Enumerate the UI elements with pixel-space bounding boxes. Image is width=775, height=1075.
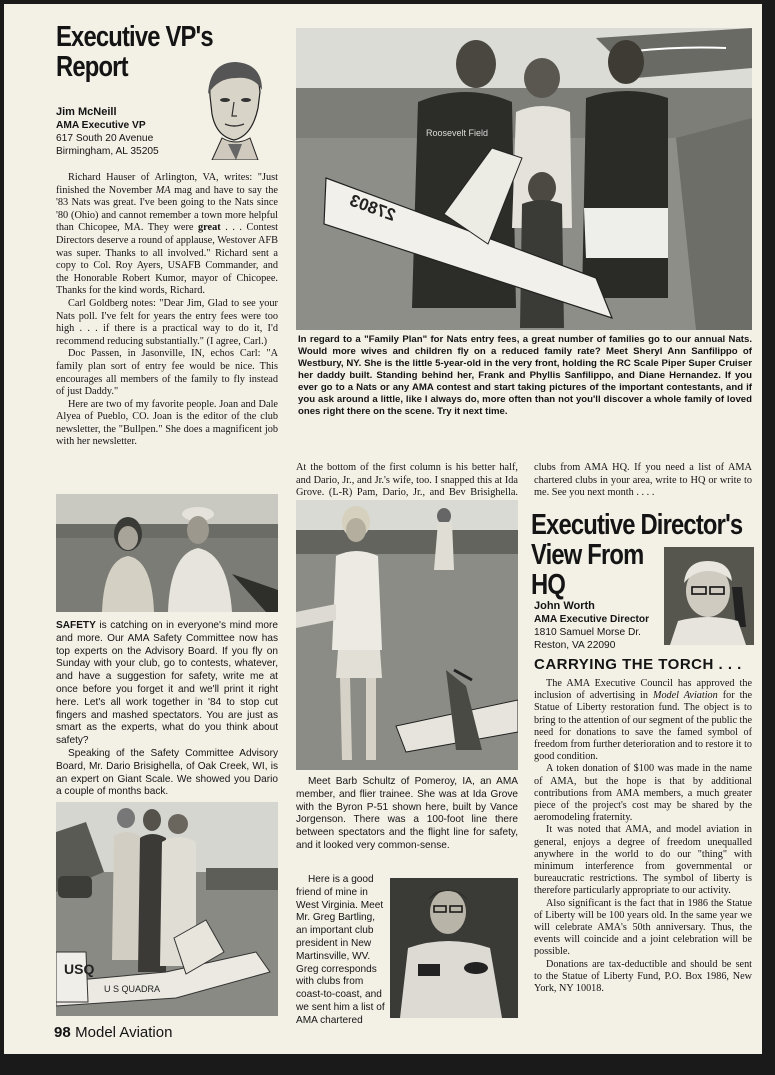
family-plan-caption: In regard to a "Family Plan" for Nats entry fees, a great number of families go to our annual Nats. Would more wives and children fly on a reduced family rate? Meet Sheryl Ann Sanfilippo of Westbury, NY. She is the little 5-year-old in the very front, holding the RC Scale Piper Super Cruiser her daddy built. Standing behind her, Frank and Phyllis Sanfilippo, and Diane Hernandez. If you ever go to a Nats or any AMA contest and start taking pictures of the important contestants, and if you ask around a little, like I always do, more often than not you'll discover a whole family of loved ones right there on the scene. Try it next time. xyxy=(298,334,752,417)
greg-bartling-photo xyxy=(390,878,518,1018)
paragraph-brisighella: Speaking of the Safety Committee Advisory Board, Mr. Dario Brisighella, of Oak Creek, WI, is an expert on Giant Scale. We showed you Dario a couple of months back. xyxy=(56,747,278,798)
vp-author-address2: Birmingham, AL 35205 xyxy=(56,146,159,157)
sanfilippo-family-photo xyxy=(296,28,752,330)
paragraph-anniversary: Also significant is the fact that in 1986 the Statue of Liberty will be 100 years old. In the same year we will celebrate AMA's 50th anniversary. Thus, the events will coincide and a joint celebration will be possible. xyxy=(534,897,752,958)
vp-author-name: Jim McNeill xyxy=(56,106,117,118)
plane-side-label: U S QUADRA xyxy=(104,984,161,994)
ed-author-address1: 1810 Samuel Morse Dr. xyxy=(534,627,642,638)
vp-author-role: AMA Executive VP xyxy=(56,120,146,131)
paragraph-greg: Here is a good friend of mine in West Virginia. Meet Mr. Greg Bartling, an important club president in New Martinsville, WV. Greg corresponds with clubs from coast-to-coast, and we sent him a list of AMA chartered xyxy=(296,874,385,1026)
magazine-name: Model Aviation xyxy=(75,1024,173,1041)
paragraph-goldberg: Carl Goldberg notes: "Dear Jim, Glad to see your Nats poll. I've felt for years the entry fees were too high . . . if there is a practical way to do it, I'd recommend reducing substantially." (I agree, Carl.) xyxy=(56,297,278,347)
shirt-text-1: Roosevelt Field xyxy=(426,128,489,138)
carrying-the-torch-subhead: CARRYING THE TORCH . . . xyxy=(534,656,742,673)
ed-title-line2: View From xyxy=(531,539,644,571)
vp-title-line1: Executive VP's xyxy=(56,21,213,53)
safety-text xyxy=(56,620,278,799)
paragraph-ida-grove: At the bottom of the first column is his better half, and Dario, Jr., and Jr.'s wife, too. I snapped this at Ida Grove. (L-R) Pam, Dario, Jr., and Bev Brisighella. xyxy=(296,462,518,499)
jim-mcneill-portrait xyxy=(192,56,274,160)
paragraph-barb: Meet Barb Schultz of Pomeroy, IA, an AMA member, and flier trainee. She was at Ida Grove with the Byron P-51 shown here, built by Vance Jorgenson. There was a 100-foot line there between spectators and the flight line for safety, and it looked very common-sense. xyxy=(296,776,518,851)
page-footer xyxy=(54,1024,172,1042)
vp-byline xyxy=(56,106,196,158)
paragraph-hauser: Richard Hauser of Arlington, VA, writes: "Just finished the November MA mag and have to say the '83 Nats was great. I've been going to the Nats since '80 (Ohio) and cannot remember a town more helpful than Chicopee, MA. They were great . . . Contest Directors deserve a round of applause, Westover AFB was super. Thanks to all involved." Richard sent a copy to Col. Roy Ayers, USAFB Commander, and the Honorable Robert Kumor, mayor of Chicopee. Thanks for the kind words, Richard. xyxy=(56,172,279,297)
paragraph-tax-deductible: Donations are tax-deductible and should be sent to the Statue of Liberty Fund, P.O. Box 1986, New York, NY 10018. xyxy=(534,958,752,995)
paragraph-chartered-clubs: clubs from AMA HQ. If you need a list of AMA chartered clubs in your area, write to HQ or write to me. See you next month . . . . xyxy=(534,462,752,499)
ed-author-address2: Reston, VA 22090 xyxy=(534,640,616,651)
ed-title-line1: Executive Director's xyxy=(531,509,743,541)
barb-caption xyxy=(296,776,518,853)
paragraph-freedom: It was noted that AMA, and model aviation in general, enjoys a degree of freedom unequalled anywhere in the world to do our "thing" with minimum interference from governmental or bureaucratic restrictions. The symbol of liberty is therefore particularly appropriate to our activity. xyxy=(534,824,752,897)
paragraph-donation: A token donation of $100 was made in the name of AMA, but the hope is that by additional contributions from AMA members, a much greater piece of the project's cost may be shared by the aeromodeling fraternity. xyxy=(534,763,752,824)
vp-body-text xyxy=(56,172,278,449)
vp-report-title xyxy=(56,22,213,82)
ed-author-name: John Worth xyxy=(534,600,595,612)
alyea-photo xyxy=(56,494,278,612)
paragraph-alyea: Here are two of my favorite people. Joan and Dale Alyea of Pueblo, CO. Joan is the editor of the club newsletter, the "Bullpen." She does a magnificent job with her newsletter. xyxy=(56,398,278,448)
ed-byline xyxy=(534,600,668,652)
ed-author-role: AMA Executive Director xyxy=(534,614,650,625)
vp-author-address1: 617 South 20 Avenue xyxy=(56,133,154,144)
vp-title-line2: Report xyxy=(56,51,128,83)
ed-body-text xyxy=(534,678,752,995)
plane-tail-label: USQ xyxy=(64,961,95,977)
plane-registration: 27803 xyxy=(347,190,399,225)
john-worth-portrait xyxy=(664,547,754,645)
ed-title-line3: HQ xyxy=(531,569,566,601)
paragraph-council: The AMA Executive Council has approved the inclusion of advertising in Model Aviation for the Statue of Liberty restoration fund. The object is to bring to the attention of our segment of the public the need for donations to save the famed symbol of freedom from further deterioration and to restore it to good condition. xyxy=(534,678,753,763)
brisighella-family-photo xyxy=(56,802,278,1016)
magazine-page xyxy=(4,4,762,1054)
page-number: 98 xyxy=(54,1024,71,1041)
right-intro-text xyxy=(534,462,752,500)
paragraph-safety: SAFETY is catching on in everyone's mind more and more. Our AMA Safety Committee now has top experts on the Advisory Board. If you fly on Sunday with your club, go to contests, whatever, and have a suggestion for safety, write me at once before you forget it and we'll print it right here. Let's all work together in '84 to stop cut fingers and mashed spectators. You are just as smart as the experts, what do you think about safety? xyxy=(56,620,278,747)
barb-schultz-photo xyxy=(296,500,518,770)
paragraph-passen: Doc Passen, in Jasonville, IN, echos Carl: "A family plan sort of entry fee would be nice. This encourages all members of the family to fly instead of just Daddy." xyxy=(56,348,278,398)
greg-text xyxy=(296,874,386,1028)
